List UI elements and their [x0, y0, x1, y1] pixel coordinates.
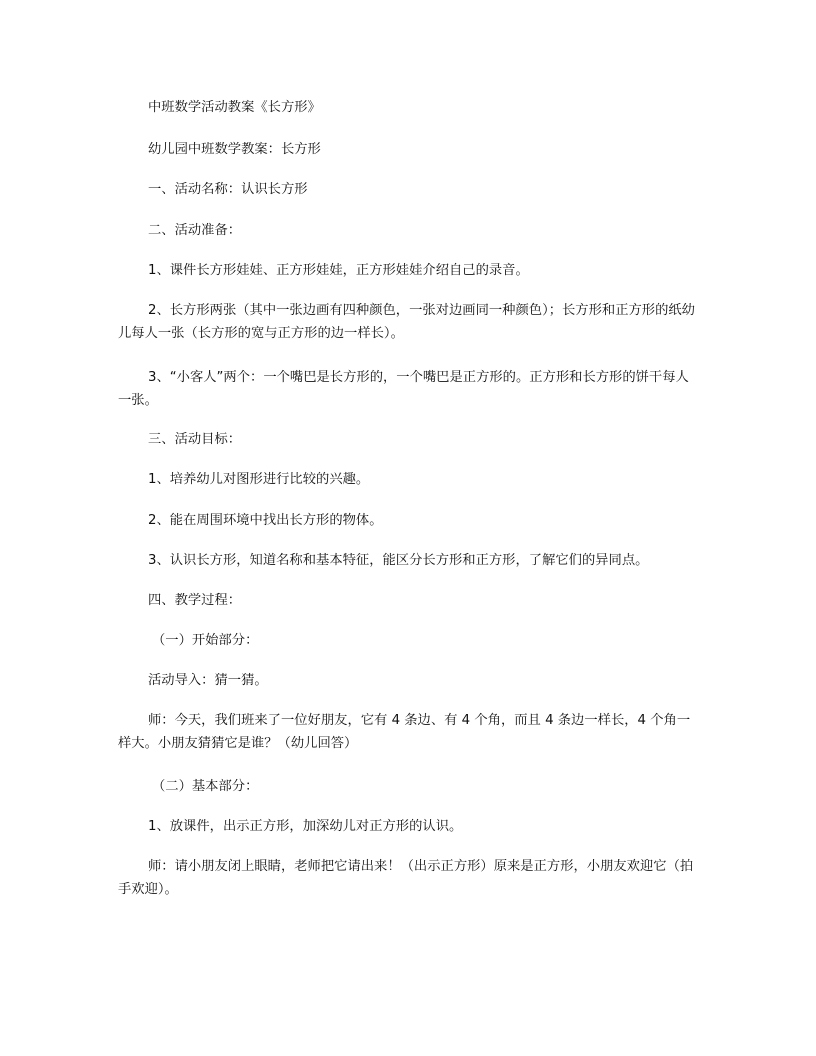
preparation-item-3: 3、“小客人”两个：一个嘴巴是长方形的，一个嘴巴是正方形的。正方形和长方形的饼干每人一张。	[118, 370, 689, 408]
teacher-dialogue-2: 师：请小朋友闭上眼睛，老师把它请出来！（出示正方形）原来是正方形，小朋友欢迎它（拍手欢迎）。	[118, 859, 694, 897]
section-heading-preparation: 二、活动准备：	[148, 223, 242, 238]
activity-intro: 活动导入：猜一猜。	[148, 673, 268, 688]
basic-item-1: 1、放课件，出示正方形，加深幼儿对正方形的认识。	[148, 819, 463, 834]
subsection-heading-opening: （一）开始部分：	[152, 633, 259, 648]
document-subtitle: 幼儿园中班数学教案：长方形	[148, 142, 321, 157]
subsection-heading-basic: （二）基本部分：	[152, 779, 259, 794]
teacher-dialogue-1: 师：今天，我们班来了一位好朋友，它有 4 条边、有 4 个角，而且 4 条边一样长，4 个角一样大。小朋友猜猜它是谁？（幼儿回答）	[118, 713, 691, 751]
goal-item-1: 1、培养幼儿对图形进行比较的兴趣。	[148, 472, 370, 487]
section-heading-process: 四、教学过程：	[148, 593, 242, 608]
section-heading-activity-name: 一、活动名称：认识长方形	[148, 182, 308, 197]
goal-item-3: 3、认识长方形，知道名称和基本特征，能区分长方形和正方形，了解它们的异同点。	[148, 553, 649, 568]
document-title: 中班数学活动教案《长方形》	[148, 100, 321, 115]
goal-item-2: 2、能在周围环境中找出长方形的物体。	[148, 513, 383, 528]
section-heading-goals: 三、活动目标：	[148, 432, 242, 447]
preparation-item-2: 2、长方形两张（其中一张边画有四种颜色，一张对边画同一种颜色）；长方形和正方形的纸幼儿每人一张（长方形的宽与正方形的边一样长）。	[118, 303, 695, 341]
preparation-item-1: 1、课件长方形娃娃、正方形娃娃，正方形娃娃介绍自己的录音。	[148, 263, 529, 278]
